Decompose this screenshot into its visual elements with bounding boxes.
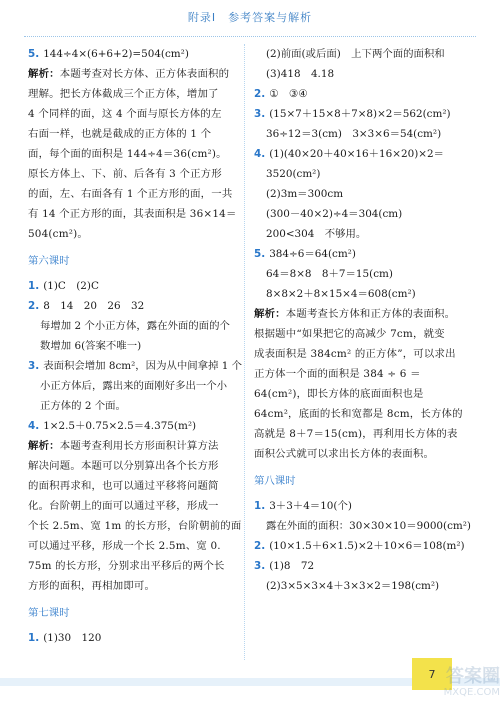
s7-question-1 <box>28 628 248 648</box>
answer-line: 64＝8×8 8＋7＝15(cm) <box>266 268 393 280</box>
question-2 <box>254 84 476 104</box>
answer-line: 8×8×2＋8×15×4＝608(cm²) <box>266 288 416 300</box>
answer-line: 数增加 6(答案不唯一) <box>40 340 142 352</box>
explanation-line: 原长方体上、下、前、后各有 3 个正方形 <box>28 168 222 180</box>
explanation-1 <box>28 64 248 244</box>
answer-line: 3520(cm²) <box>266 168 321 180</box>
explanation-3 <box>254 304 476 464</box>
question-number: 4. <box>254 148 266 160</box>
explanation-line: 正方体一个面的面积是 384 ÷ 6 ＝ <box>254 368 421 380</box>
s8-question-1 <box>254 496 476 516</box>
s6-question-4 <box>28 416 248 436</box>
s6-question-2 <box>28 296 248 316</box>
question-number: 5. <box>28 48 40 60</box>
explanation-line: 右面一样，也就是截成的正方体的 1 个 <box>28 128 212 140</box>
explanation-line: 理解。把长方体截成三个正方体，增加了 <box>28 88 219 100</box>
left-column <box>28 44 248 648</box>
answer-text: (1)(40×20＋40×16＋16×20)×2＝ <box>269 148 444 160</box>
explanation-tag: 解析： <box>28 68 60 80</box>
question-number: 1. <box>28 280 40 292</box>
page-number: 7 <box>412 658 452 690</box>
answer-line: 200<304 不够用。 <box>266 228 367 240</box>
question-4 <box>254 144 476 164</box>
answer-text: 1×2.5＋0.75×2.5＝4.375(m²) <box>43 420 197 432</box>
explanation-line: 可以通过平移，形成一个长 2.5m、宽 0. <box>28 540 221 552</box>
question-number: 2. <box>254 88 266 100</box>
section-title-6: 第六课时 <box>28 255 70 267</box>
header-title: 附录Ⅰ 参考答案与解析 <box>187 11 313 24</box>
answer-text: (15×7＋15×8＋7×8)×2＝562(cm²) <box>269 108 451 120</box>
question-number: 2. <box>254 540 266 552</box>
explanation-line: 方形的面积，再相加即可。 <box>28 580 156 592</box>
explanation-line: 4 个同样的面，这 4 个面与原长方体的左 <box>28 108 222 120</box>
answer-text: (1)8 72 <box>269 560 315 572</box>
answer-text: (1)30 120 <box>43 632 102 644</box>
explanation-line: 64cm²，底面的长和宽都是 8cm，长方体的 <box>254 408 463 420</box>
answer-text: 3＋3＋4＝10(个) <box>269 500 352 512</box>
explanation-line: 面，每个面的面积是 144÷4＝36(cm²)。 <box>28 148 227 160</box>
explanation-line: 成表面积是 384cm² 的正方体”，可以求出 <box>254 348 456 360</box>
question-number: 1. <box>254 500 266 512</box>
explanation-line: 的面积再求和，也可以通过平移将问题简 <box>28 480 219 492</box>
answer-text: 144÷4×(6+6+2)=504(cm²) <box>43 48 189 60</box>
explanation-line: 面积公式就可以求出长方体的表面积。 <box>254 448 435 460</box>
explanation-line: 504(cm²)。 <box>28 228 88 240</box>
explanation-line: 75m 的长方形，分别求出平移后的两个长 <box>28 560 225 572</box>
explanation-tag: 解析： <box>254 308 286 320</box>
answer-line: (2)3m＝300cm <box>266 188 344 200</box>
answer-line: (3)418 4.18 <box>266 68 335 80</box>
explanation-line: 有 14 个正方形的面，其表面积是 36×14＝ <box>28 208 237 220</box>
explanation-line: 化。台阶朝上的面可以通过平移，形成一 <box>28 500 219 512</box>
answer-line: (300－40×2)÷4＝304(cm) <box>266 208 403 220</box>
question-3 <box>254 104 476 124</box>
explanation-tag: 解析： <box>28 440 60 452</box>
question-number: 4. <box>28 420 40 432</box>
page-header <box>0 0 500 34</box>
answer-line: 每增加 2 个小正方体，露在外面的面的个 <box>40 320 230 332</box>
answer-line: 小正方体后，露出来的面刚好多出一个小 <box>40 380 228 392</box>
column-divider <box>244 44 245 660</box>
explanation-line: 解决问题。本题可以分别算出各个长方形 <box>28 460 219 472</box>
s8-question-2 <box>254 536 476 556</box>
answer-text: 384÷6＝64(cm²) <box>269 248 356 260</box>
answer-text: ① ③④ <box>269 88 308 100</box>
answer-line: 露在外面的面积：30×30×10＝9000(cm²) <box>266 520 471 532</box>
explanation-line: 解析：本题考查长方体和正方体的表面积。 <box>254 308 456 320</box>
header-divider <box>24 36 476 37</box>
explanation-line: 个长 2.5m、宽 1m 的长方形，台阶朝前的面 <box>28 520 242 532</box>
question-5-right <box>254 244 476 264</box>
explanation-2 <box>28 436 248 596</box>
question-5 <box>28 44 248 64</box>
question-number: 3. <box>28 360 40 372</box>
right-column <box>254 44 476 596</box>
answer-text: (10×1.5＋6×1.5)×2＋10×6＝108(m²) <box>269 540 465 552</box>
answer-line: (2)3×5×3×4＋3×3×2＝198(cm²) <box>266 580 440 592</box>
s6-question-1 <box>28 276 248 296</box>
explanation-line: 根据题中“如果把它的高减少 7cm，就变 <box>254 328 445 340</box>
watermark-domain: MXQE.COM <box>443 687 500 698</box>
answer-text: 8 14 20 26 32 <box>43 300 145 312</box>
answer-line: (2)前面(或后面) 上下两个面的面积和 <box>266 48 445 60</box>
question-number: 3. <box>254 108 266 120</box>
answer-text: (1)C (2)C <box>43 280 99 292</box>
watermark-text: 答案圈 <box>446 666 500 687</box>
section-title-7: 第七课时 <box>28 607 70 619</box>
question-number: 1. <box>28 632 40 644</box>
question-number: 2. <box>28 300 40 312</box>
explanation-line: 64(cm²)，即长方体的底面面积也是 <box>254 388 424 400</box>
explanation-line: 解析：本题考查利用长方形面积计算方法 <box>28 440 219 452</box>
question-number: 3. <box>254 560 266 572</box>
s6-question-3 <box>28 356 248 376</box>
answer-line: 36÷12＝3(cm) 3×3×6＝54(cm²) <box>266 128 442 140</box>
explanation-line: 解析：本题考查对长方体、正方体表面积的 <box>28 68 230 80</box>
explanation-line: 的面，左、右面各有 1 个正方形的面，一共 <box>28 188 233 200</box>
answer-text: 表面积会增加 8cm²，因为从中间拿掉 1 个 <box>43 360 243 372</box>
section-title-8: 第八课时 <box>254 475 296 487</box>
answer-line: 正方体的 2 个面。 <box>40 400 126 412</box>
question-number: 5. <box>254 248 266 260</box>
s8-question-3 <box>254 556 476 576</box>
explanation-line: 高就是 8＋7＝15(cm)，再利用长方体的表 <box>254 428 458 440</box>
